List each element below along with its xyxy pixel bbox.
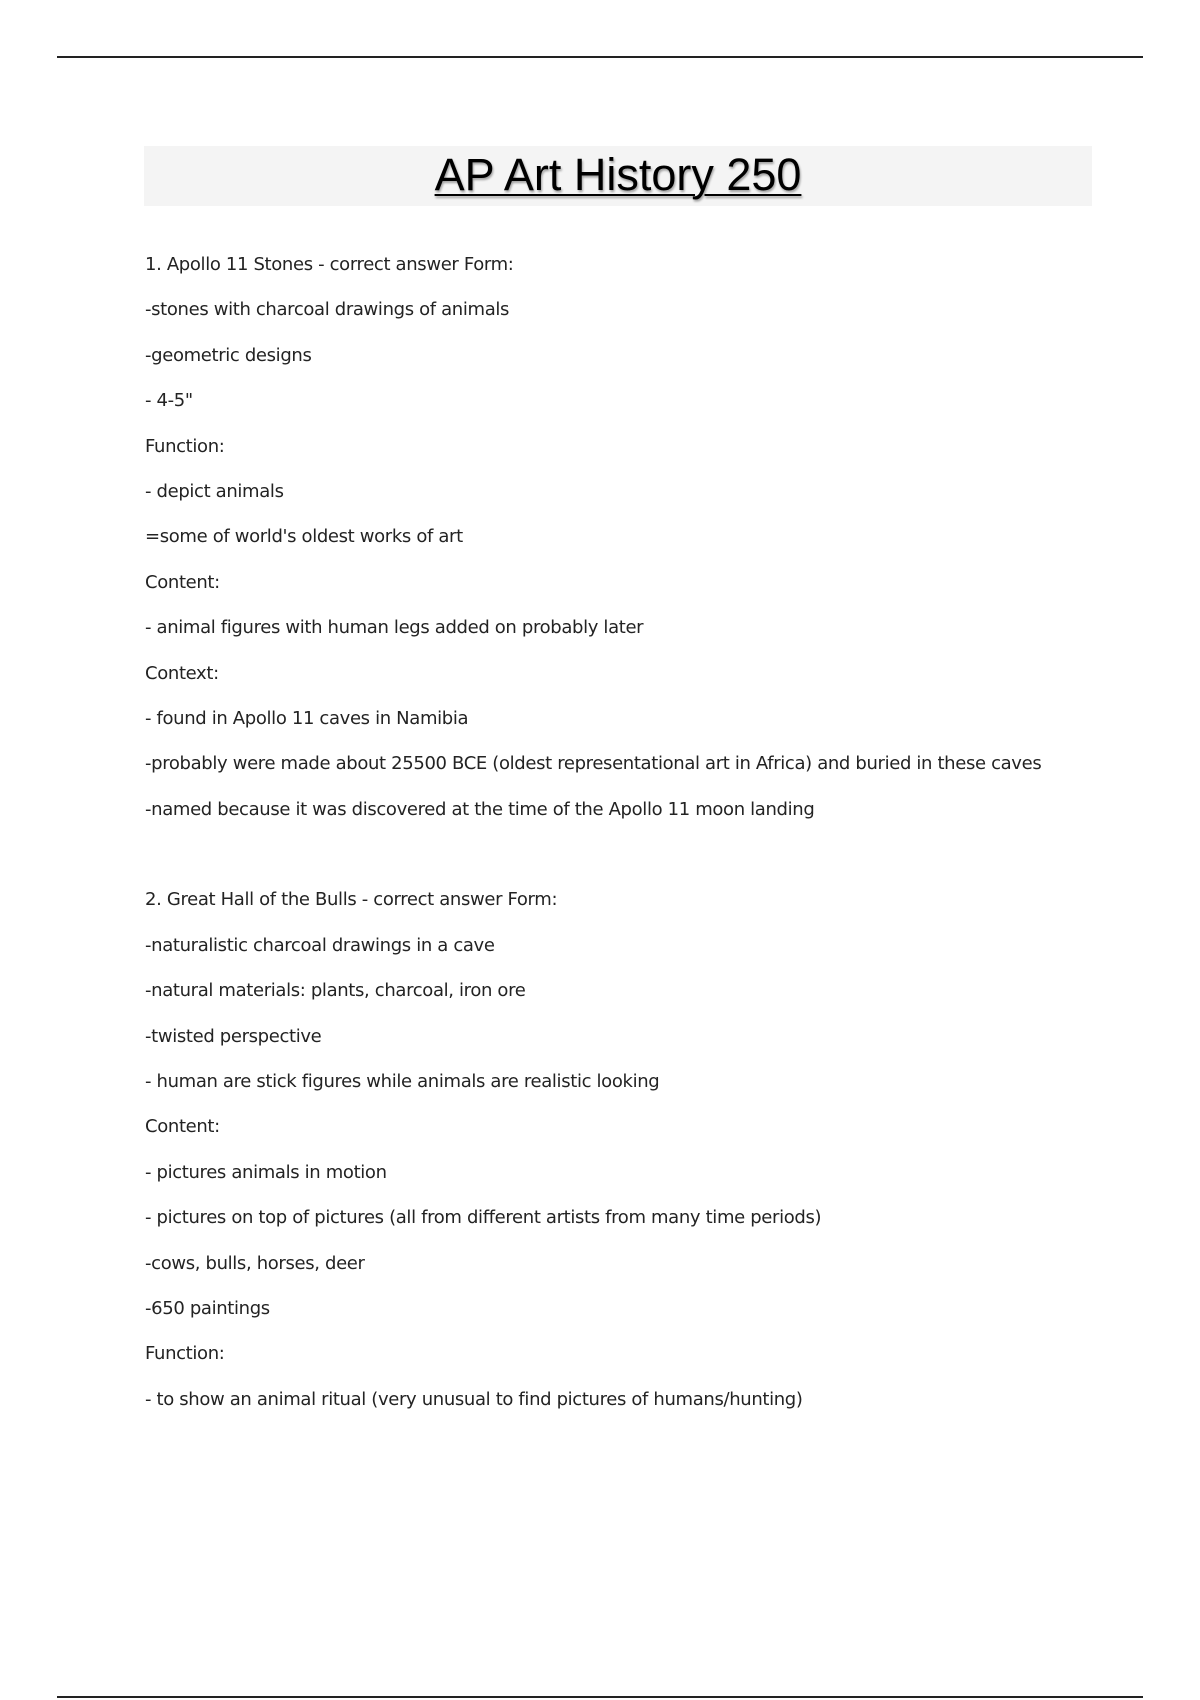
entry-apollo-11-stones (145, 247, 1145, 837)
entry-line: -probably were made about 25500 BCE (oldest representational art in Africa) and buried in these caves (145, 753, 1042, 775)
bottom-rule (57, 1696, 1143, 1698)
entry-line: -natural materials: plants, charcoal, iron ore (145, 980, 526, 1002)
entry-line: - pictures on top of pictures (all from different artists from many time periods) (145, 1207, 822, 1229)
entry-line: - to show an animal ritual (very unusual to find pictures of humans/hunting) (145, 1388, 803, 1410)
entry-great-hall-of-the-bulls (145, 882, 1145, 1427)
entry-heading: 2. Great Hall of the Bulls - correct answer Form: (145, 889, 558, 911)
entry-line: -cows, bulls, horses, deer (145, 1252, 365, 1274)
entry-spacer (145, 837, 1145, 882)
section-label: Context: (145, 662, 219, 684)
section-label: Function: (145, 435, 225, 457)
section-label: Content: (145, 1116, 220, 1138)
top-rule (57, 56, 1143, 58)
title-band (144, 146, 1092, 206)
entry-line: =some of world's oldest works of art (145, 526, 463, 548)
document-body (145, 247, 1145, 1427)
entry-line: -twisted perspective (145, 1025, 322, 1047)
entry-line: -stones with charcoal drawings of animals (145, 299, 510, 321)
entry-line: - depict animals (145, 480, 284, 502)
entry-line: -naturalistic charcoal drawings in a cave (145, 934, 495, 956)
entry-line: -geometric designs (145, 344, 312, 366)
entry-line: - human are stick figures while animals are realistic looking (145, 1071, 660, 1093)
entry-line: -650 paintings (145, 1297, 270, 1319)
entry-heading: 1. Apollo 11 Stones - correct answer Form: (145, 254, 514, 275)
entry-line: - 4-5" (145, 390, 193, 412)
entry-line: - found in Apollo 11 caves in Namibia (145, 707, 469, 729)
section-label: Content: (145, 571, 220, 593)
page-title: AP Art History 250 (434, 149, 802, 200)
section-label: Function: (145, 1343, 225, 1365)
entry-line: - animal figures with human legs added on probably later (145, 617, 644, 639)
entry-line: - pictures animals in motion (145, 1161, 387, 1183)
entry-line: -named because it was discovered at the time of the Apollo 11 moon landing (145, 798, 815, 820)
